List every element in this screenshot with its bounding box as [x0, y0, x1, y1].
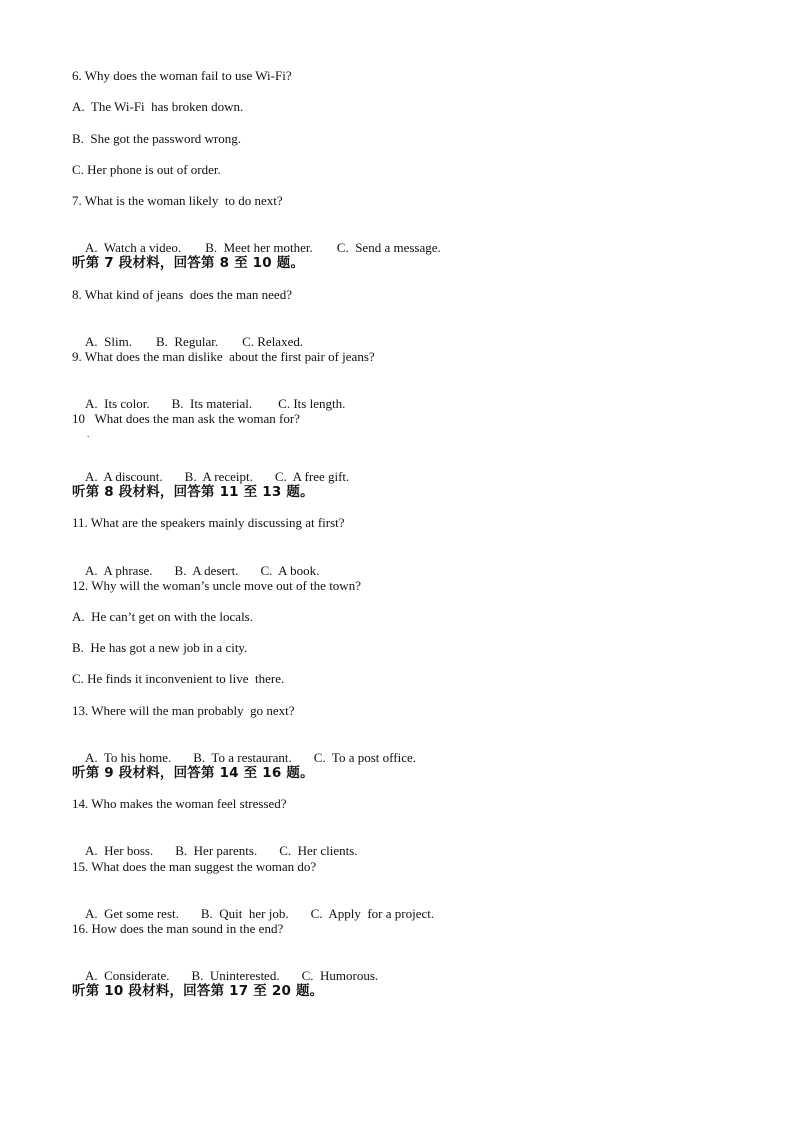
question-16-option-b: B. Uninterested.: [191, 968, 280, 983]
question-14-option-a: A. Her boss.: [85, 843, 154, 858]
question-11-stem: 11. What are the speakers mainly discussing at first?: [72, 515, 345, 530]
question-9-option-a: A. Its color.: [85, 396, 150, 411]
section-heading-9: 听第 9 段材料，回答第 14 至 16 题。: [72, 765, 314, 781]
stray-mark: .: [87, 429, 90, 439]
question-12-option-a: A. He can’t get on with the locals.: [72, 609, 253, 624]
question-15-option-b: B. Quit her job.: [200, 906, 289, 921]
question-7-option-c: C. Send a message.: [336, 240, 441, 255]
question-13-option-c: C. To a post office.: [313, 750, 416, 765]
question-13-option-b: B. To a restaurant.: [193, 750, 292, 765]
question-7-option-b: B. Meet her mother.: [205, 240, 313, 255]
question-14-option-c: C. Her clients.: [279, 843, 358, 858]
question-6-stem: 6. Why does the woman fail to use Wi-Fi?: [72, 68, 292, 83]
question-7-option-a: A. Watch a video.: [85, 240, 182, 255]
question-15-stem: 15. What does the man suggest the woman do?: [72, 859, 317, 874]
question-6-option-a: A. The Wi-Fi has broken down.: [72, 99, 244, 114]
question-9-option-b: B. Its material.: [171, 396, 253, 411]
section-heading-8: 听第 8 段材料，回答第 11 至 13 题。: [72, 484, 314, 500]
question-7-stem: 7. What is the woman likely to do next?: [72, 193, 283, 208]
question-15-option-a: A. Get some rest.: [85, 906, 179, 921]
question-10-stem: 10 What does the man ask the woman for?: [72, 411, 300, 426]
question-11-option-a: A. A phrase.: [85, 563, 153, 578]
question-9-stem: 9. What does the man dislike about the first pair of jeans?: [72, 349, 375, 364]
question-10-option-c: C. A free gift.: [274, 469, 350, 484]
question-13-stem: 13. Where will the man probably go next?: [72, 703, 295, 718]
question-8-option-a: A. Slim.: [85, 334, 132, 349]
question-11-option-c: C. A book.: [260, 563, 320, 578]
question-6-option-b: B. She got the password wrong.: [72, 131, 241, 146]
question-15-option-c: C. Apply for a project.: [310, 906, 435, 921]
question-8-option-b: B. Regular.: [155, 334, 219, 349]
question-11-option-b: B. A desert.: [174, 563, 239, 578]
question-12-option-c: C. He finds it inconvenient to live there.: [72, 671, 285, 686]
question-16-option-c: C. Humorous.: [301, 968, 379, 983]
question-13-option-a: A. To his home.: [85, 750, 172, 765]
question-8-stem: 8. What kind of jeans does the man need?: [72, 287, 292, 302]
question-16-option-a: A. Considerate.: [85, 968, 170, 983]
question-14-option-b: B. Her parents.: [175, 843, 258, 858]
question-10-option-b: B. A receipt.: [184, 469, 253, 484]
question-12-option-b: B. He has got a new job in a city.: [72, 640, 248, 655]
question-16-stem: 16. How does the man sound in the end?: [72, 921, 284, 936]
question-14-stem: 14. Who makes the woman feel stressed?: [72, 796, 287, 811]
question-9-option-c: C. Its length.: [278, 396, 346, 411]
section-heading-10: 听第 10 段材料，回答第 17 至 20 题。: [72, 983, 324, 999]
section-heading-7: 听第 7 段材料，回答第 8 至 10 题。: [72, 255, 305, 271]
question-10-option-a: A. A discount.: [85, 469, 163, 484]
question-6-option-c: C. Her phone is out of order.: [72, 162, 221, 177]
question-12-stem: 12. Why will the woman’s uncle move out of the town?: [72, 578, 361, 593]
question-8-option-c: C. Relaxed.: [242, 334, 304, 349]
